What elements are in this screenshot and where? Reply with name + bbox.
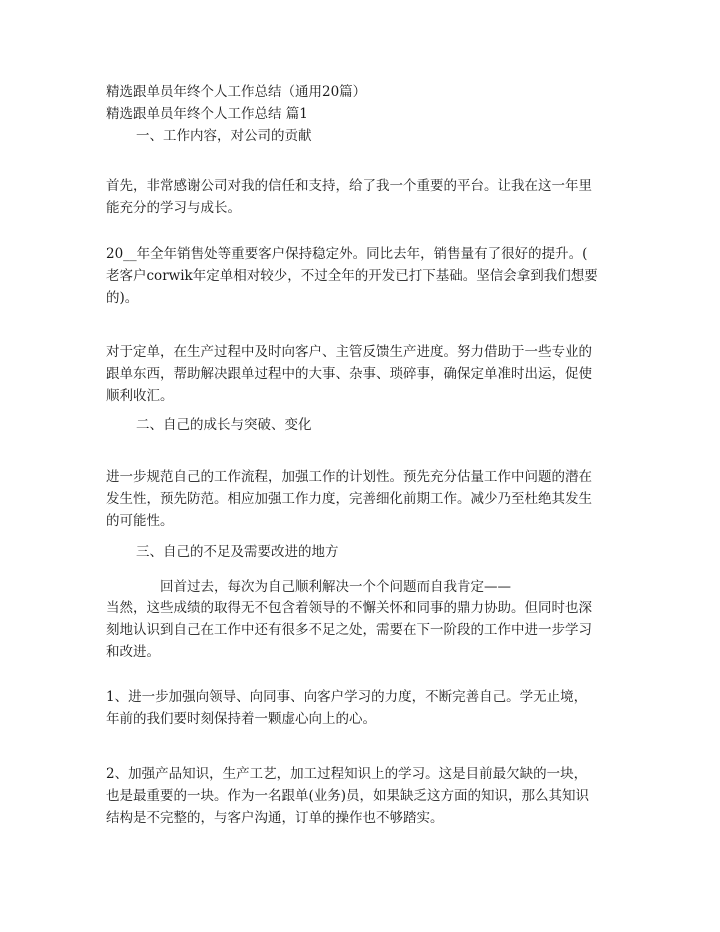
paragraph-line: 当然，这些成绩的取得无不包含着领导的不懈关怀和同事的鼎力协助。但同时也深 — [106, 600, 592, 616]
paragraph-line: 年前的我们要时刻保持着一颗虚心向上的心。 — [106, 711, 376, 727]
paragraph-line: 进一步规范自己的工作流程，加强工作的计划性。预先充分估量工作中问题的潜在 — [106, 469, 592, 485]
paragraph-line: 的可能性。 — [106, 513, 174, 529]
paragraph-1 — [106, 175, 626, 219]
paragraph-line: 能充分的学习与成长。 — [106, 200, 241, 216]
paragraph-5 — [106, 597, 626, 663]
paragraph-6 — [106, 686, 626, 730]
paragraph-line: 顺利收汇。 — [106, 388, 174, 404]
paragraph-line: 首先，非常感谢公司对我的信任和支持，给了我一个重要的平台。让我在这一年里 — [106, 178, 592, 194]
paragraph-7 — [106, 763, 626, 829]
section-heading-2: 二、自己的成长与突破、变化 — [136, 417, 312, 433]
paragraph-line: 对于定单，在生产过程中及时向客户、主管反馈生产进度。努力借助于一些专业的 — [106, 344, 592, 360]
paragraph-line: 和改进。 — [106, 644, 160, 660]
paragraph-line: 跟单东西，帮助解决跟单过程中的大事、杂事、琐碎事，确保定单准时出运，促使 — [106, 366, 592, 382]
paragraph-5-first-line: 回首过去，每次为自己顺利解决一个个问题而自我肯定—— — [160, 579, 511, 595]
document-title: 精选跟单员年终个人工作总结（通用20篇） — [106, 84, 367, 100]
paragraph-3 — [106, 341, 626, 407]
document-subtitle: 精选跟单员年终个人工作总结 篇1 — [106, 106, 308, 122]
paragraph-line: 20__年全年销售处等重要客户保持稳定外。同比去年，销售量有了很好的提升。( — [106, 246, 588, 262]
paragraph-line: 刻地认识到自己在工作中还有很多不足之处，需要在下一阶段的工作中进一步学习 — [106, 622, 592, 638]
paragraph-line: 结构是不完整的，与客户沟通，订单的操作也不够踏实。 — [106, 810, 444, 826]
paragraph-2 — [106, 243, 626, 309]
paragraph-line: 老客户corwik年定单相对较少，不过全年的开发已打下基础。坚信会拿到我们想要 — [106, 268, 598, 284]
section-heading-1: 一、工作内容，对公司的贡献 — [136, 128, 312, 144]
paragraph-line: 也是最重要的一块。作为一名跟单(业务)员，如果缺乏这方面的知识，那么其知识 — [106, 788, 590, 804]
section-heading-3: 三、自己的不足及需要改进的地方 — [136, 544, 339, 560]
paragraph-line: 2、加强产品知识，生产工艺，加工过程知识上的学习。这是目前最欠缺的一块， — [106, 766, 588, 782]
paragraph-line: 的)。 — [106, 290, 139, 306]
paragraph-4 — [106, 466, 626, 532]
paragraph-line: 1、进一步加强向领导、向同事、向客户学习的力度，不断完善自己。学无止境， — [106, 689, 588, 705]
paragraph-line: 发生性，预先防范。相应加强工作力度，完善细化前期工作。减少乃至杜绝其发生 — [106, 491, 592, 507]
